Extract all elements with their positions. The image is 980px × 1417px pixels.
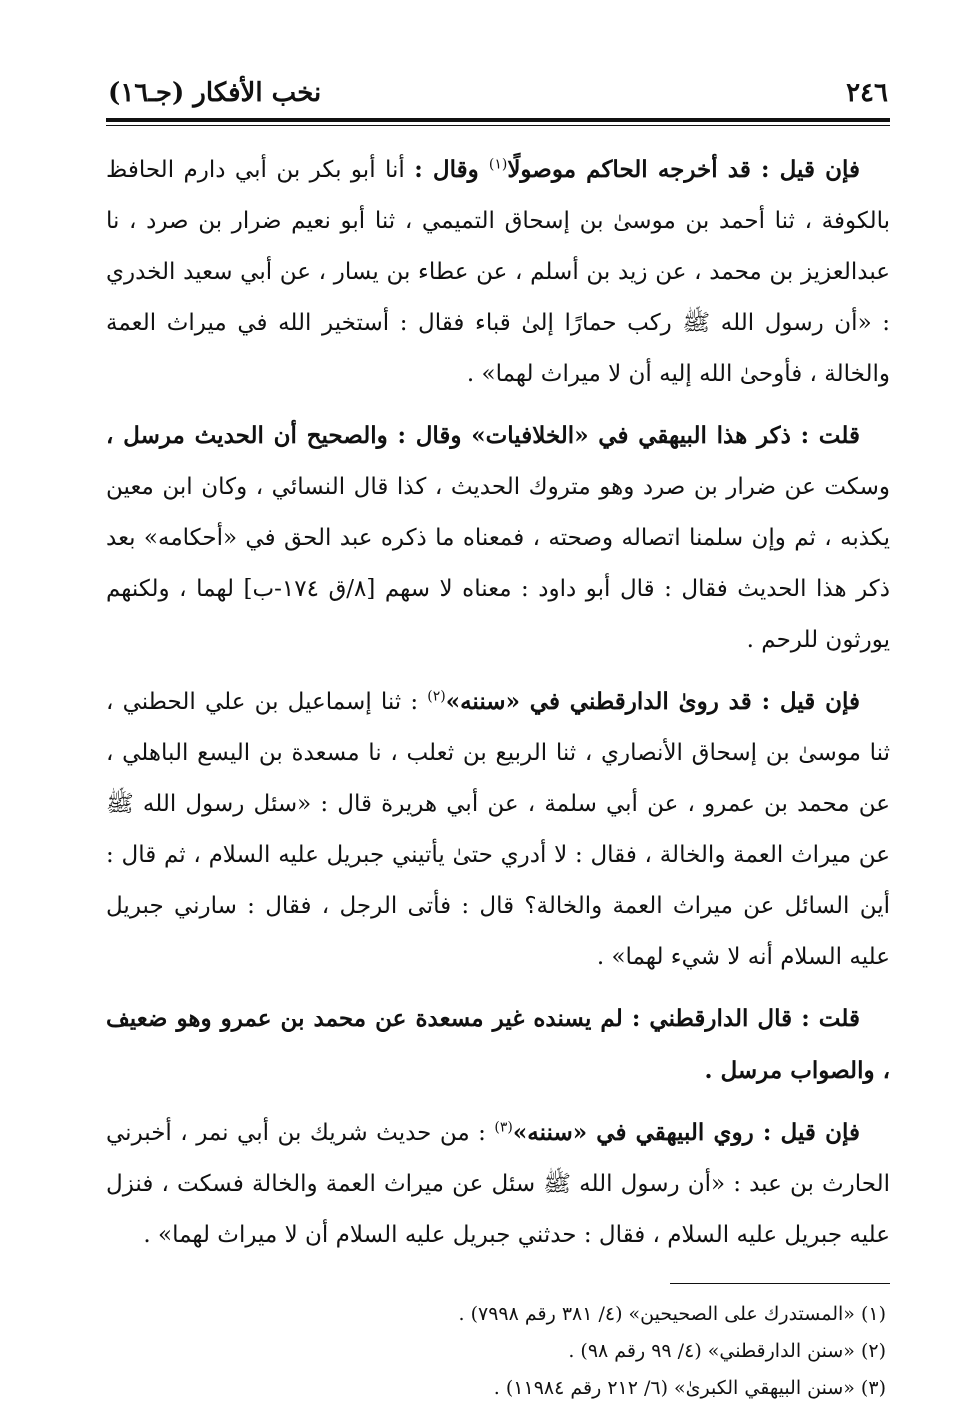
footnote-ref: (٣) bbox=[494, 1119, 513, 1136]
footnote-separator bbox=[670, 1283, 890, 1284]
paragraph-lead: فإن قيل : قد أخرجه الحاكم موصولًا bbox=[507, 156, 861, 183]
paragraph-5 bbox=[106, 1107, 890, 1261]
header-rule-thick bbox=[106, 118, 890, 122]
paragraph-lead: قلت : قال الدارقطني : لم يسنده غير مسعدة عن محمد بن عمرو وهو ضعيف ، والصواب مرسل . bbox=[106, 1005, 890, 1084]
page-number: ٢٤٦ bbox=[846, 78, 888, 108]
footnote-3: (٣) «سنن البيهقي الكبرىٰ» (٦/ ٢١٢ رقم ١١٩٨٤) . bbox=[493, 1377, 886, 1399]
body-text bbox=[106, 144, 890, 1261]
paragraph-text: : ثنا إسماعيل بن علي الحطني ، ثنا موسىٰ بن إسحاق الأنصاري ، ثنا الربيع بن ثعلب ، نا مسعدة بن اليسع الباهلي ، عن محمد بن عمرو ، عن أبي سلمة ، عن أبي هريرة قال : «سئل رسول الله ﷺ عن ميراث العمة والخالة ، فقال : لا أدري حتىٰ يأتيني جبريل عليه السلام ، ثم قال : أين السائل عن ميراث العمة والخالة؟ قال : فأتى الرجل ، فقال : سارني جبريل عليه السلام أنه لا شيء لهما» . bbox=[106, 689, 890, 970]
paragraph-2 bbox=[106, 410, 890, 666]
footnote-ref: (١) bbox=[488, 156, 508, 173]
footnote-2: (٢) «سنن الدارقطني» (٤/ ٩٩ رقم ٩٨) . bbox=[568, 1340, 886, 1362]
book-title: نخب الأفكار (جـ١٦) bbox=[108, 78, 322, 108]
footnotes bbox=[106, 1296, 890, 1407]
paragraph-lead: فإن قيل : روي البيهقي في «سننه» bbox=[512, 1119, 860, 1146]
book-page bbox=[106, 70, 890, 1399]
paragraph-text: : من حديث شريك بن أبي نمر ، أخبرني الحارث بن عبد : «أن رسول الله ﷺ سئل عن ميراث العمة والخالة فسكت ، فنزل عليه جبريل عليه السلام ، فقال : حدثني جبريل عليه السلام أن لا ميراث لهما» . bbox=[106, 1120, 890, 1248]
paragraph-3 bbox=[106, 676, 890, 983]
paragraph-text: أنا أبو بكر بن أبي دارم الحافظ بالكوفة ، ثنا أحمد بن موسىٰ بن إسحاق التميمي ، ثنا أبو نعيم ضرار بن صرد ، نا عبدالعزيز بن محمد ، عن زيد بن أسلم ، عن عطاء بن يسار ، عن أبي سعيد الخدري : «أن رسول الله ﷺ ركب حمارًا إلىٰ قباء فقال : أستخير الله في ميراث العمة والخالة ، فأوحىٰ الله إليه أن لا ميراث لهما» . bbox=[106, 157, 890, 387]
footnote-ref: (٢) bbox=[427, 688, 446, 705]
paragraph-4 bbox=[106, 993, 890, 1097]
header-rule-thin bbox=[106, 125, 890, 126]
paragraph-text: وسكت عن ضرار بن صرد وهو متروك الحديث ، كذا قال النسائي ، وكان ابن معين يكذبه ، ثم وإن سلمنا اتصاله وصحته ، فمعناه ما ذكره عبد الحق في «أحكامه» بعد ذكر هذا الحديث فقال : قال أبو داود : معناه لا سهم [٨/ق ١٧٤-ب] لهما ، ولكنهم يورثون للرحم . bbox=[106, 474, 890, 653]
paragraph-lead-2: وقال : bbox=[414, 156, 489, 183]
running-header bbox=[106, 70, 890, 116]
paragraph-lead: قلت : ذكر هذا البيهقي في «الخلافيات» وقال : والصحيح أن الحديث مرسل ، bbox=[106, 422, 860, 449]
paragraph-1 bbox=[106, 144, 890, 400]
paragraph-lead: فإن قيل : قد روىٰ الدارقطني في «سننه» bbox=[445, 688, 860, 715]
footnote-1: (١) «المستدرك على الصحيحين» (٤/ ٣٨١ رقم ٧٩٩٨) . bbox=[458, 1303, 886, 1325]
